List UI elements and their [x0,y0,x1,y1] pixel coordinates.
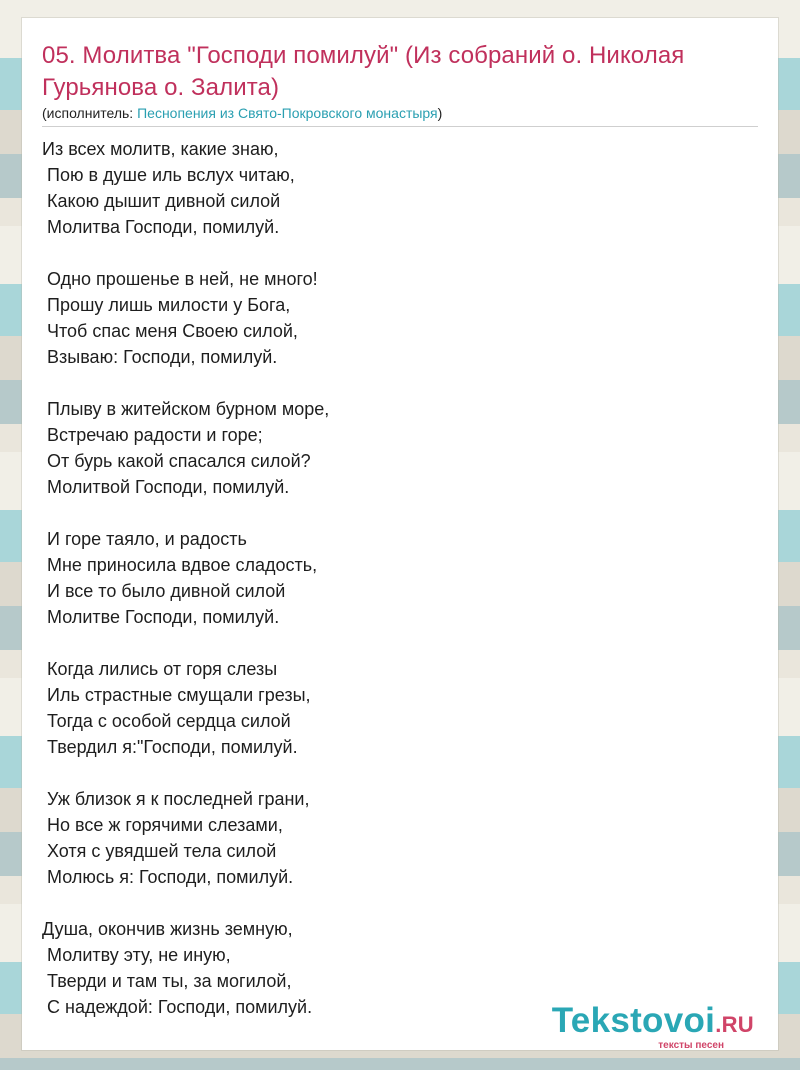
stanza-1 [42,136,642,240]
lyric-line: Из всех молитв, какие знаю, [42,139,279,159]
stanza-5 [42,656,642,760]
lyric-line: Молитве Господи, помилуй. [42,607,280,627]
lyrics-body [42,136,642,1046]
lyric-line: Молюсь я: Господи, помилуй. [42,867,294,887]
lyric-line: Одно прошенье в ней, не много! [42,269,318,289]
lyric-line: Молитвой Господи, помилуй. [42,477,290,497]
lyric-line: Молитва Господи, помилуй. [42,217,280,237]
lyric-line: Уж близок я к последней грани, [42,789,310,809]
lyrics-page [22,18,778,1050]
lyric-line: Взываю: Господи, помилуй. [42,347,278,367]
lyric-line: От бурь какой спасался силой? [42,451,311,471]
title-divider [42,126,758,127]
performer-suffix: ) [437,105,443,121]
logo-wordmark [552,1002,754,1044]
lyric-line: Иль страстные смущали грезы, [42,685,311,705]
stanza-4 [42,526,642,630]
performer-link[interactable]: Песнопения из Свято-Покровского монастыря [137,105,438,121]
lyric-line: Душа, окончив жизнь земную, [42,919,293,939]
lyric-line: Встречаю радости и горе; [42,425,263,445]
lyric-line: Когда лились от горя слезы [42,659,278,679]
lyric-line: Тверди и там ты, за могилой, [42,971,292,991]
logo-domain: .RU [715,1012,754,1037]
lyric-line: Хотя с увядшей тела силой [42,841,277,861]
lyric-line: Пою в душе иль вслух читаю, [42,165,295,185]
lyric-line: Но все ж горячими слезами, [42,815,283,835]
lyric-line: С надеждой: Господи, помилуй. [42,997,313,1017]
lyric-line: И все то было дивной силой [42,581,286,601]
stanza-2 [42,266,642,370]
tekstovoi-logo[interactable] [552,1002,754,1051]
lyric-line: Твердил я:"Господи, помилуй. [42,737,298,757]
stanza-6 [42,786,642,890]
lyric-line: Какою дышит дивной силой [42,191,281,211]
performer-prefix: (исполнитель: [42,105,138,121]
logo-name: Tekstovoi [551,1001,716,1040]
performer-line [42,104,442,122]
stanza-3 [42,396,642,500]
lyric-line: Плыву в житейском бурном море, [42,399,330,419]
lyric-line: Прошу лишь милости у Бога, [42,295,291,315]
lyric-line: И горе таяло, и радость [42,529,247,549]
lyric-line: Чтоб спас меня Своею силой, [42,321,298,341]
lyric-line: Тогда с особой сердца силой [42,711,291,731]
lyric-line: Мне приносила вдвое сладость, [42,555,318,575]
lyric-line: Молитву эту, не иную, [42,945,231,965]
song-title: 05. Молитва "Господи помилуй" (Из собраний о. Николая Гурьянова о. Залита) [42,42,685,101]
logo-tagline: тексты песен [658,1040,724,1051]
